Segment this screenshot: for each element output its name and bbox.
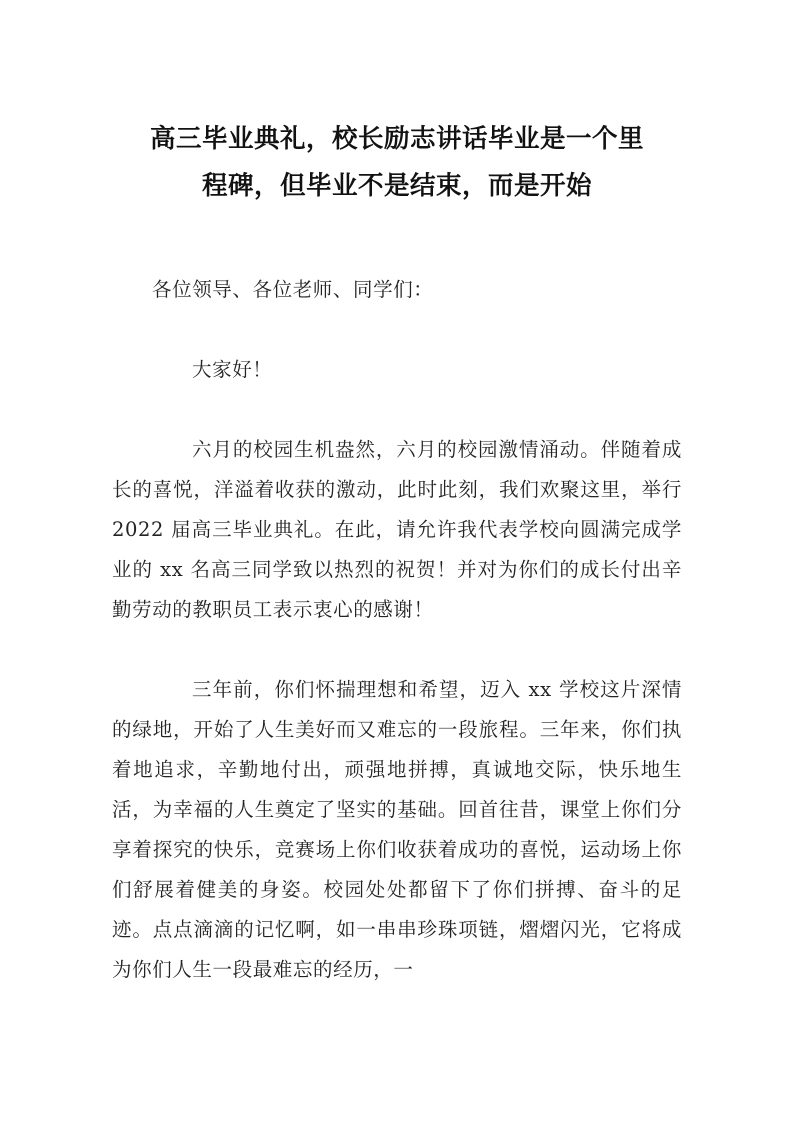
greeting-line: 大家好！	[192, 358, 273, 381]
title-spacer	[112, 210, 682, 270]
document-title-line-1: 高三毕业典礼，校长励志讲话毕业是一个里	[149, 124, 644, 154]
body-paragraph-1: 六月的校园生机盎然，六月的校园激情涌动。伴随着成长的喜悦，洋溢着收获的激动，此时此刻，我们欢聚这里，举行 2022 届高三毕业典礼。在此，请允许我代表学校向圆满完成学业的 xx 名高三同学致以热烈的祝贺！并对为你们的成长付出辛勤劳动的教职员工表示衷心的感谢！	[112, 438, 682, 621]
document-body	[112, 116, 682, 990]
document-title	[112, 116, 682, 210]
body-paragraph-2: 三年前，你们怀揣理想和希望，迈入 xx 学校这片深情的绿地，开始了人生美好而又难忘的一段旅程。三年来，你们执着地追求，辛勤地付出，顽强地拼搏，真诚地交际，快乐地生活，为幸福的人生奠定了坚实的基础。回首往昔，课堂上你们分享着探究的快乐，竞赛场上你们收获着成功的喜悦，运动场上你们舒展着健美的身姿。校园处处都留下了你们拼搏、奋斗的足迹。点点滴滴的记忆啊，如一串串珍珠项链，熠熠闪光，它将成为你们人生一段最难忘的经历，一	[112, 678, 682, 981]
salutation-line: 各位领导、各位老师、同学们：	[152, 278, 434, 301]
document-title-line-2: 程碑，但毕业不是结束，而是开始	[201, 171, 592, 201]
